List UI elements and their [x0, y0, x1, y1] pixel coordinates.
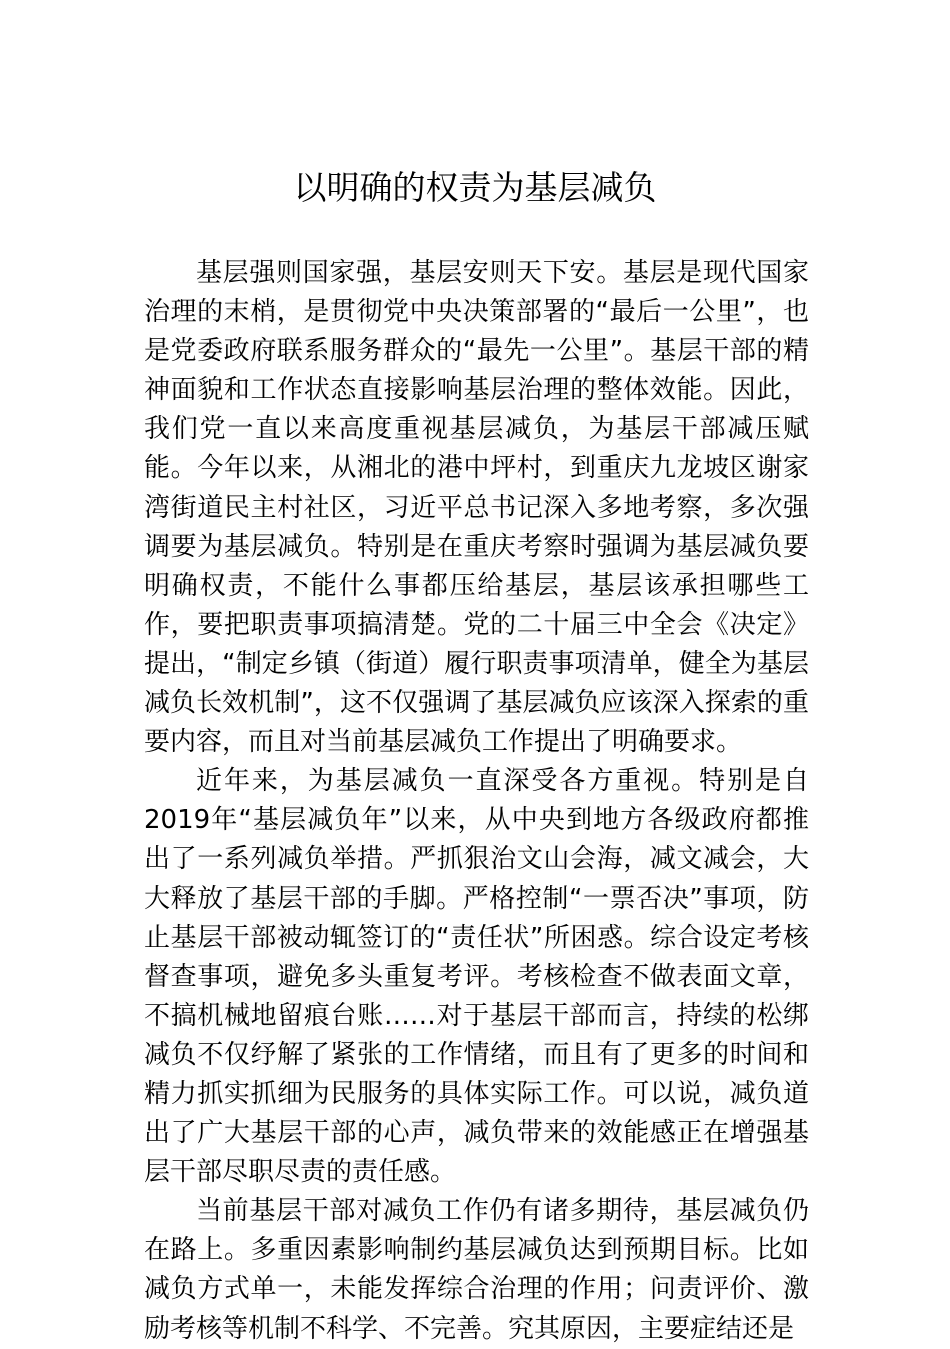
document-title: 以明确的权责为基层减负 — [293, 168, 657, 207]
paragraph: 基层强则国家强，基层安则天下安。基层是现代国家治理的末梢，是贯彻党中央决策部署的“最后一公里”，也是党委政府联系服务群众的“最先一公里”。基层干部的精神面貌和工作状态直接影响基层治理的整体效能。因此，我们党一直以来高度重视基层减负，为基层干部减压赋能。今年以来，从湘北的港中坪村，到重庆九龙坡区谢家湾街道民主村社区，习近平总书记深入多地考察，多次强调要为基层减负。特别是在重庆考察时强调为基层减负要明确权责，不能什么事都压给基层，基层该承担哪些工作，要把职责事项搞清楚。党的二十届三中全会《决定》提出，“制定乡镇（街道）履行职责事项清单，健全为基层减负长效机制”，这不仅强调了基层减负应该深入探索的重要内容，而且对当前基层减负工作提出了明确要求。 — [144, 258, 809, 758]
paragraph: 近年来，为基层减负一直深受各方重视。特别是自2019年“基层减负年”以来，从中央到地方各级政府都推出了一系列减负举措。严抓狠治文山会海，减文减会，大大释放了基层干部的手脚。严格控制“一票否决”事项，防止基层干部被动辄签订的“责任状”所困惑。综合设定考核督查事项，避免多头重复考评。考核检查不做表面文章，不搞机械地留痕台账……对于基层干部而言，持续的松绑减负不仅纾解了紧张的工作情绪，而且有了更多的时间和精力抓实抓细为民服务的具体实际工作。可以说，减负道出了广大基层干部的心声，减负带来的效能感正在增强基层干部尽职尽责的责任感。 — [144, 766, 809, 1188]
document-body — [144, 254, 809, 1349]
paragraph: 当前基层干部对减负工作仍有诸多期待，基层减负仍在路上。多重因素影响制约基层减负达到预期目标。比如减负方式单一，未能发挥综合治理的作用；问责评价、激励考核等机制不科学、不完善。究其原因，主要症结还是 — [144, 1196, 809, 1344]
